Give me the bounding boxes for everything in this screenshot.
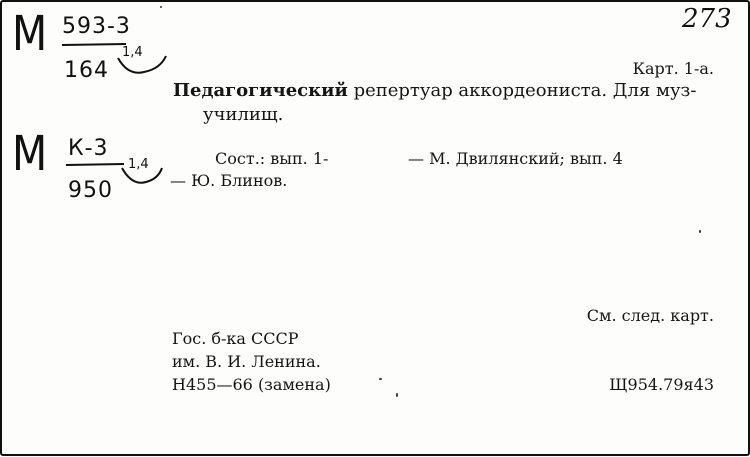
shelfmark-2-number: 950 <box>68 178 113 203</box>
shelfmark-1-letter: М <box>12 6 48 62</box>
title-bold: Педагогический <box>173 80 348 101</box>
shelfmark-2-code: К-3 <box>68 136 109 161</box>
speck-mark <box>379 378 382 380</box>
shelfmark-1-brace <box>114 52 170 80</box>
shelfmark-1-number: 164 <box>64 58 109 83</box>
speck-mark <box>160 6 162 8</box>
shelfmark-1-ratio: 1,4 <box>122 45 143 60</box>
page-number: 273 <box>682 4 732 34</box>
compilers-line-1-end: — М. Двилянский; вып. 4 <box>408 149 623 168</box>
title-line-2: училищ. <box>203 104 284 125</box>
speck-mark <box>396 393 398 397</box>
compilers-line-1-start: Сост.: вып. 1- <box>215 149 329 168</box>
speck-mark <box>699 230 701 233</box>
library-line-2: им. В. И. Ленина. <box>172 352 321 371</box>
compilers-line-2: — Ю. Блинов. <box>170 171 288 190</box>
title-rest: репертуар аккордеониста. Для муз- <box>353 80 697 101</box>
library-line-3: Н455—66 (замена) <box>172 375 331 394</box>
shelfmark-2-brace <box>118 164 168 190</box>
shelfmark-1-code: 593-3 <box>62 14 131 39</box>
title-line-1 <box>173 80 696 102</box>
card-label: Карт. 1-а. <box>632 59 714 78</box>
shelfmark-2-letter: М <box>12 126 48 182</box>
shelfmark-1-fraction-line <box>60 42 130 48</box>
classification-code: Щ954.79я43 <box>609 375 714 394</box>
library-line-1: Гос. б-ка СССР <box>172 329 299 348</box>
shelfmark-2-ratio: 1,4 <box>128 157 149 172</box>
see-next-card: См. след. карт. <box>586 306 714 325</box>
